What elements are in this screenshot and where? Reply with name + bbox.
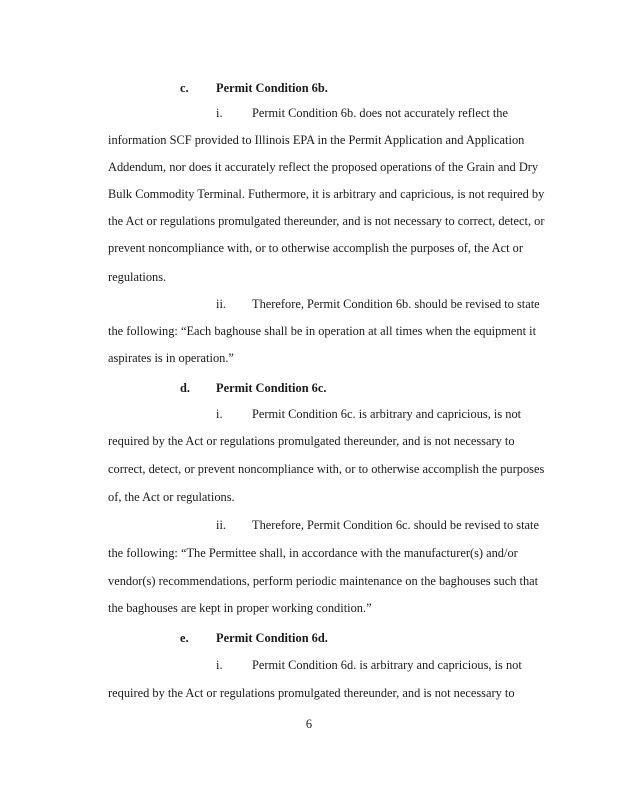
section-d-item-2-numeral: ii. [216,518,226,532]
paragraph-line: vendor(s) recommendations, perform periodic maintenance on the baghouses such that [108,574,539,588]
page-number: 6 [305,717,313,731]
paragraph-line: Permit Condition 6b. does not accurately reflect the [252,106,508,120]
paragraph-line: Permit Condition 6c. is arbitrary and capricious, is not [252,407,522,421]
paragraph-line: regulations. [108,270,167,284]
section-c-item-2-numeral: ii. [216,297,226,311]
paragraph-line: correct, detect, or prevent noncompliance with, or to otherwise accomplish the purposes [108,462,545,476]
paragraph-line: Addendum, nor does it accurately reflect the proposed operations of the Grain and Dry [108,160,539,174]
section-c-letter: c. [180,81,189,95]
section-d-letter: d. [180,381,190,395]
paragraph-line: prevent noncompliance with, or to otherwise accomplish the purposes of, the Act or [108,241,523,255]
section-e-title: Permit Condition 6d. [216,631,328,645]
paragraph-line: the following: “Each baghouse shall be in operation at all times when the equipment it [108,324,537,338]
paragraph-line: the baghouses are kept in proper working condition.” [108,601,372,615]
paragraph-line: required by the Act or regulations promulgated thereunder, and is not necessary to [108,434,515,448]
section-e-item-1-numeral: i. [216,658,223,672]
paragraph-line: required by the Act or regulations promulgated thereunder, and is not necessary to [108,686,515,700]
paragraph-line: the Act or regulations promulgated thereunder, and is not necessary to correct, detect, or [108,214,545,228]
paragraph-line: Therefore, Permit Condition 6c. should be revised to state [252,518,539,532]
paragraph-line: Therefore, Permit Condition 6b. should be revised to state [252,297,540,311]
section-e-letter: e. [180,631,189,645]
paragraph-line: the following: “The Permittee shall, in accordance with the manufacturer(s) and/or [108,546,518,560]
section-c-title: Permit Condition 6b. [216,81,328,95]
paragraph-line: aspirates is in operation.” [108,351,234,365]
paragraph-line: Permit Condition 6d. is arbitrary and capricious, is not [252,658,522,672]
paragraph-line: information SCF provided to Illinois EPA in the Permit Application and Application [108,133,525,147]
section-c-item-1-numeral: i. [216,106,223,120]
paragraph-line: Bulk Commodity Terminal. Futhermore, it is arbitrary and capricious, is not required by [108,187,545,201]
paragraph-line: of, the Act or regulations. [108,490,235,504]
section-d-item-1-numeral: i. [216,407,223,421]
section-d-title: Permit Condition 6c. [216,381,327,395]
